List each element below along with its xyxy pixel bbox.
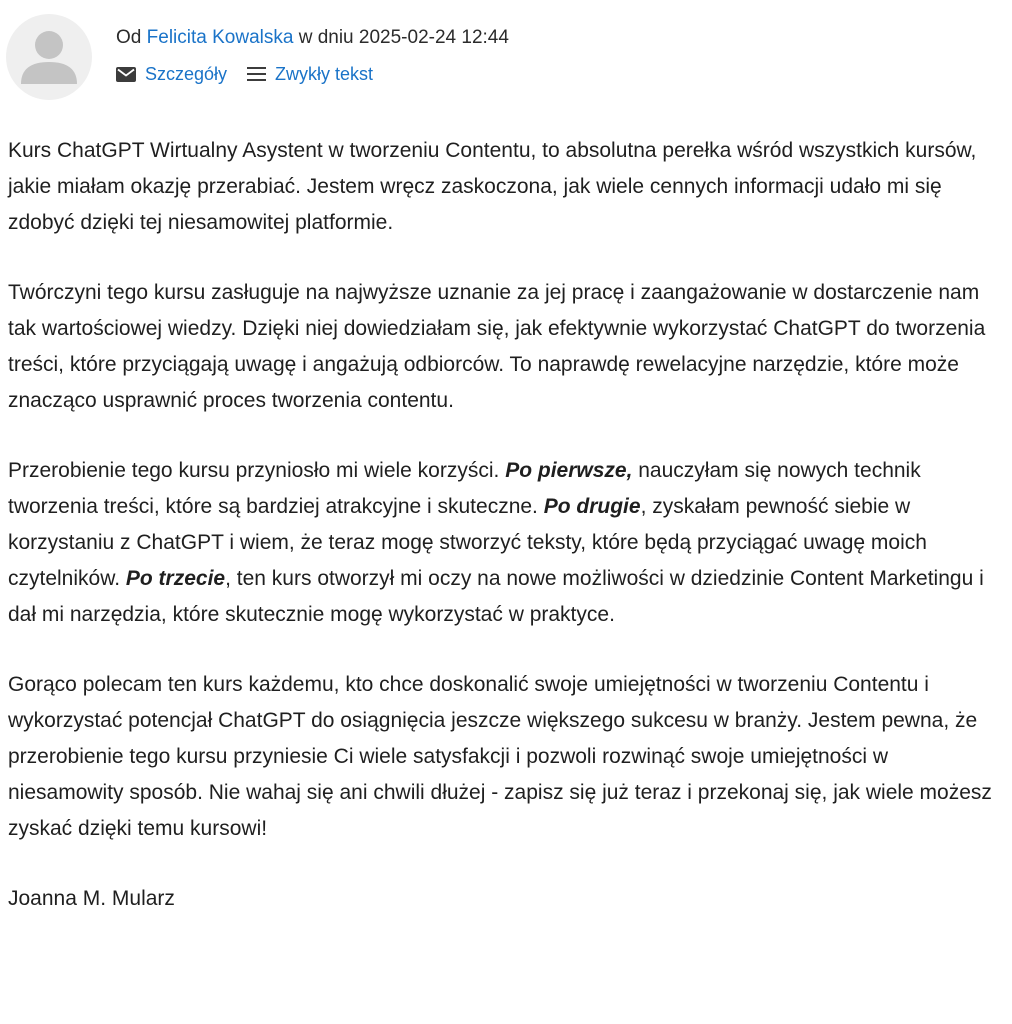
details-link[interactable] — [116, 62, 227, 86]
message-header — [6, 14, 1006, 104]
paragraph-3 — [8, 453, 998, 633]
paragraph-3-part-3: , zyskałam pewność siebie w korzystaniu z ChatGPT i wiem, że teraz mogę stworzyć teksty, które będą przyciągać uwagę moich czytelników. — [8, 495, 927, 590]
envelope-icon — [116, 67, 136, 82]
plain-text-link-label: Zwykły tekst — [275, 64, 374, 84]
paragraph-1: Kurs ChatGPT Wirtualny Asystent w tworzeniu Contentu, to absolutna perełka wśród wszystkich kursów, jakie miałam okazję przerabiać. Jestem wręcz zaskoczona, jak wiele cennych informacji udało mi się zdobyć dzięki tej niesamowitej platformie. — [8, 139, 977, 234]
person-icon — [6, 14, 92, 100]
paragraph-3-part-1: Przerobienie tego kursu przyniosło mi wiele korzyści. — [8, 459, 506, 482]
plain-text-link[interactable] — [247, 62, 373, 86]
avatar — [6, 14, 92, 100]
details-link-label: Szczegóły — [145, 64, 228, 84]
emphasis-third: Po trzecie — [125, 567, 226, 590]
from-prefix: Od — [116, 27, 142, 48]
lines-icon — [247, 67, 266, 81]
signature: Joanna M. Mularz — [8, 887, 175, 910]
emphasis-second: Po drugie — [543, 495, 641, 518]
emphasis-first: Po pierwsze, — [505, 459, 633, 482]
sender-name-link[interactable]: Felicita Kowalska — [146, 27, 294, 48]
message-body — [8, 133, 998, 917]
date-prefix: w dniu — [298, 27, 354, 48]
header-links — [116, 62, 373, 86]
paragraph-4: Gorąco polecam ten kurs każdemu, kto chce doskonalić swoje umiejętności w tworzeniu Contentu i wykorzystać potencjał ChatGPT do osiągnięcia jeszcze większego sukcesu w branży. Jestem pewna, że przerobienie tego kursu przyniesie Ci wiele satysfakcji i pozwoli rozwinąć swoje umiejętności w niesamowity sposób. Nie wahaj się ani chwili dłużej - zapisz się już teraz i przekonaj się, jak wiele możesz zyskać dzięki temu kursowi! — [8, 673, 992, 840]
paragraph-3-part-2: nauczyłam się nowych technik tworzenia treści, które są bardziej atrakcyjne i skuteczne. — [8, 459, 921, 518]
message-datetime: 2025-02-24 12:44 — [358, 27, 509, 48]
paragraph-2: Twórczyni tego kursu zasługuje na najwyższe uznanie za jej pracę i zaangażowanie w dostarczenie nam tak wartościowej wiedzy. Dzięki niej dowiedziałam się, jak efektywnie wykorzystać ChatGPT do tworzenia treści, które przyciągają uwagę i angażują odbiorców. To naprawdę rewelacyjne narzędzie, które może znacząco usprawnić proces tworzenia contentu. — [8, 281, 986, 412]
from-line — [116, 26, 509, 50]
paragraph-3-part-4: , ten kurs otworzył mi oczy na nowe możliwości w dziedzinie Content Marketingu i dał mi narzędzia, które skutecznie mogę wykorzystać w praktyce. — [8, 567, 984, 626]
